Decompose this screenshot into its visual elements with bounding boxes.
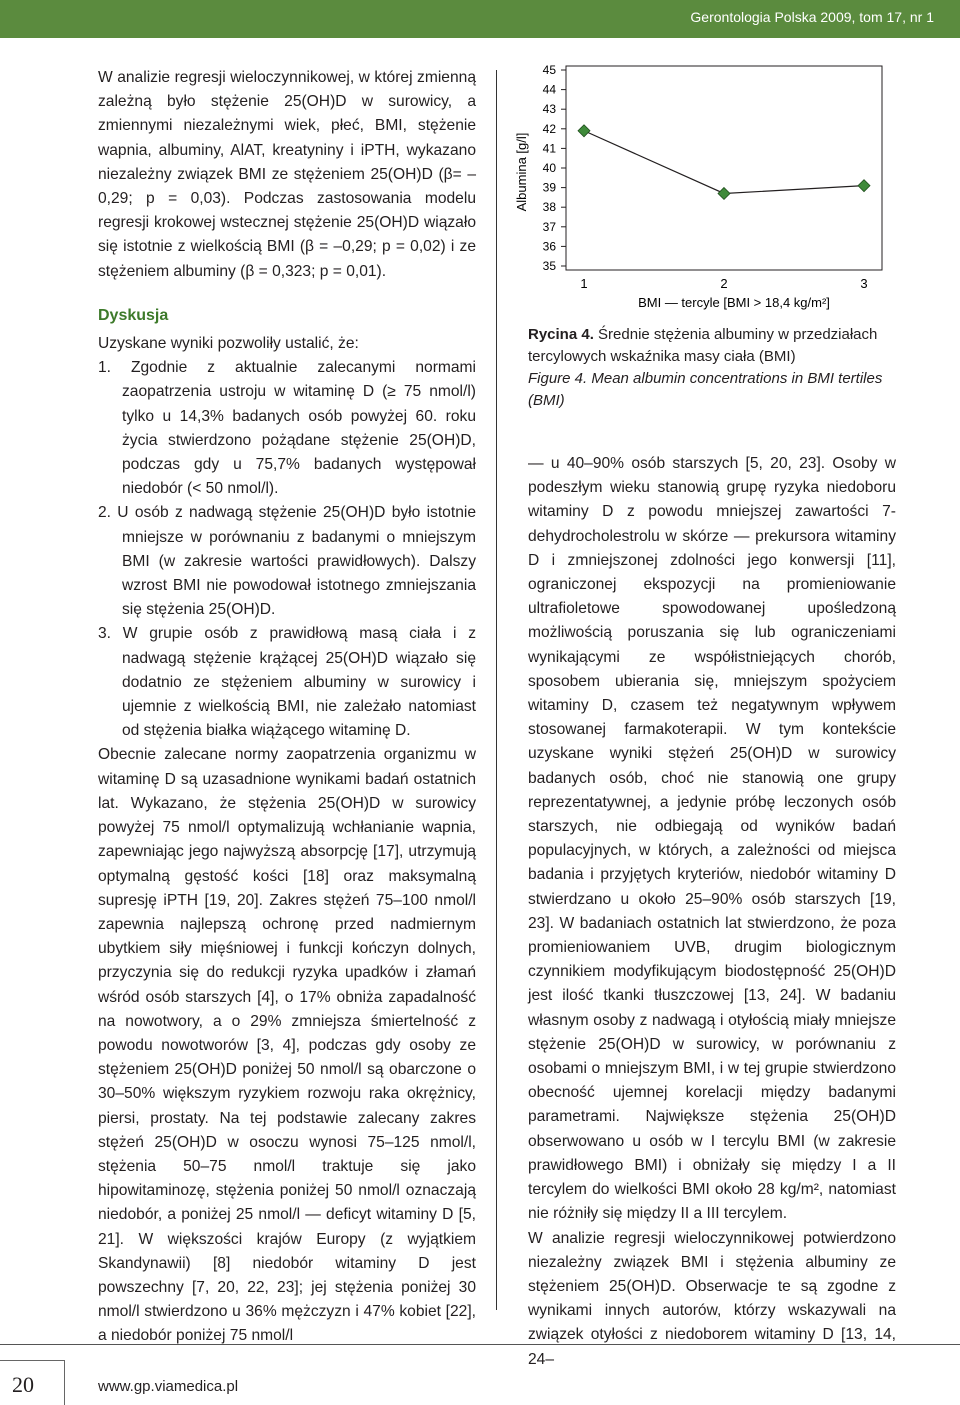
data-point-tercile-3 xyxy=(858,180,870,192)
left-column xyxy=(98,66,476,1349)
caption-label-en: Figure 4. xyxy=(528,370,588,387)
y-tick-label: 43 xyxy=(542,102,556,117)
conclusion-item: 1. Zgodnie z aktualnie zalecanymi normami zaopatrzenia ustroju w witaminę D (≥ 75 nmol/l) tylko u 14,3% badanych osób powyżej 60. roku życia stwierdzono pożądane stężenie 25(OH)D, podczas gdy u 75,7% badanych występował niedobór (< 50 nmol/l). xyxy=(98,359,476,498)
caption-text-pl: Średnie stężenia albuminy w przedziałach tercylowych wskaźnika masy ciała (BMI) xyxy=(528,326,878,365)
journal-title: Gerontologia Polska 2009, tom 17, nr 1 xyxy=(690,9,934,25)
caption-text-en: Mean albumin concentrations in BMI tertiles (BMI) xyxy=(528,370,883,409)
column-divider xyxy=(496,70,497,1310)
results-paragraph: W analizie regresji wieloczynnikowej, w której zmienną zależną było stężenie 25(OH)D w surowicy, a zmiennymi niezależnymi wiek, płeć, BMI, stężenie wapnia, albuminy, AlAT, kreatyniny i iPTH, wykazano niezależny związek BMI ze stężeniem 25(OH)D (β= –0,29; p = 0,03). Podczas zastosowania modelu regresji krokowej wstecznej stężenie 25(OH)D wiązało się istotnie z wielkością BMI (β = –0,29; p = 0,02) i ze stężeniem albuminy (β = 0,323; p = 0,01). xyxy=(98,69,476,280)
conclusion-item: 3. W grupie osób z prawidłową masą ciała i z nadwagą stężenie krążącej 25(OH)D wiązało się dodatnio ze stężeniem albuminy w surowicy i ujemnie z wielkością BMI, nie zależało natomiast od stężenia białka wiążącego witaminę D. xyxy=(98,625,476,740)
conclusion-item: 2. U osób z nadwagą stężenie 25(OH)D było istotnie mniejsze w porównaniu z badanymi o mniejszym BMI (w zakresie wartości prawidłowych). Dalszy wzrost BMI nie powodował istotnego zmniejszania się stężenia 25(OH)D. xyxy=(98,504,476,619)
discussion-paragraph: Obecnie zalecane normy zaopatrzenia organizmu w witaminę D są uzasadnione wynikami badań ostatnich lat. Wykazano, że stężenia 25(OH)D w surowicy powyżej 75 nmol/l optymalizują wchłanianie wapnia, zapewniając jego najwyższą absorpcję [17], utrzymują optymalną gęstość kości [18] oraz maksymalną supresję iPTH [19, 20]. Zakres stężeń 75–100 nmol/l zapewnia najlepszą ochronę przed nadmiernym ubytkiem siły mięśniowej i funkcji kończyn dolnych, przyczynia się do redukcji ryzyka upadków i złamań wśród osób starszych [4], o 17% obniża zapadalność na nowotwory, a o 29% zmniejsza śmiertelność z powodu nowotworów [3, 4], podczas gdy osoby ze stężeniem 25(OH)D poniżej 50 nmol/l są obarczone o 30–50% większym ryzykiem rozwoju raka okrężnicy, piersi, prostaty. Na tej podstawie zalecany zakres stężeń 25(OH)D w osoczu wynosi 75–125 nmol/l, stężenia 50–75 nmol/l traktuje się jako hipowitaminozę, stężenia poniżej 50 nmol/l oznaczają niedobór, a poniżej 25 nmol/l — deficyt witaminy D [5, 21]. W większości krajów Europy (z wyjątkiem Skandynawii) [8] niedobór witaminy D jest powszechny [7, 20, 22, 23]; jej stężenia poniżej 30 nmol/l stwierdzono u 36% mężczyzn i 47% kobiet [22], a niedobór poniżej 75 nmol/l xyxy=(98,746,476,1345)
lead-sentence: Uzyskane wyniki pozwoliły ustalić, że: xyxy=(98,335,359,353)
y-tick-label: 39 xyxy=(542,180,556,195)
discussion-paragraph: W analizie regresji wieloczynnikowej potwierdzono niezależny związek BMI i stężenia albuminy ze stężeniem 25(OH)D. Obserwacje te są zgodne z wynikami innych autorów, którzy wskazywali na związek otyłości z niedoborem witaminy D [13, 14, 24– xyxy=(528,1229,896,1368)
right-column xyxy=(528,452,896,1372)
journal-header-bar xyxy=(0,0,960,38)
y-tick-label: 45 xyxy=(542,63,556,77)
chart-svg xyxy=(510,60,910,320)
discussion-paragraph: — u 40–90% osób starszych [5, 20, 23]. Osoby w podeszłym wieku stanowią grupę ryzyka niedoboru witaminy D z powodu mniejszej zawartości 7-dehydrocholestrolu w skórze — prekursora witaminy D i zmniejszonej zdolności jego konwersji [11], ograniczonej ekspozycji na promieniowanie ultrafioletowe spowodowanej upośledzoną możliwością poruszania się lub ograniczeniami wynikającymi ze współistniejących chorób, sposobem ubierania się, mniejszym spożyciem witaminy D, czasem też negatywnym wpływem stosowanej farmakoterapii. W tym kontekście uzyskane wyniki stężeń 25(OH)D w surowicy badanych osób, choć nie stanowią one grupy reprezentatywnej, a jedynie próbę leczonych osób starszych, nie odbiegają od wyników badań populacyjnych, w których, a zależności od miejsca badania i przyjętych kryteriów, niedobór witaminy D stwierdzano u około 25–90% osób starszych [19, 23]. W badaniach ostatnich lat stwierdzono, że poza promieniowaniem UVB, drugim biologicznym czynnikiem modyfikującym biodostępność 25(OH)D jest ilość tkanki tłuszczowej [13, 24]. W badaniu własnym osoby z nadwagą i otyłością miały mniejsze stężenie 25(OH)D w surowicy, w porównaniu z osobami o mniejszym BMI, i w tej grupie stwierdzono obecność ujemnej korelacji między badanymi parametrami. Największe stężenia 25(OH)D obserwowano u osób w I tercylu BMI (w zakresie prawidłowego BMI) i obniżały się między I a II tercylem do wielkości BMI około 28 kg/m², natomiast nie różniły się między II a III tercylem. xyxy=(528,455,896,1223)
y-tick-label: 41 xyxy=(542,141,556,156)
data-point-tercile-1 xyxy=(578,125,590,137)
journal-url[interactable]: www.gp.viamedica.pl xyxy=(98,1378,239,1395)
page-number: 20 xyxy=(12,1372,34,1397)
x-axis-label: BMI — tercyle [BMI > 18,4 kg/m²] xyxy=(638,295,830,310)
y-axis-label: Albumina [g/l] xyxy=(514,132,529,212)
plot-frame xyxy=(566,66,882,270)
x-tick-label: 3 xyxy=(860,276,868,291)
caption-label: Rycina 4. xyxy=(528,326,594,343)
y-tick-label: 37 xyxy=(542,219,556,234)
x-tick-label: 1 xyxy=(580,276,588,291)
y-tick-label: 38 xyxy=(542,200,556,215)
footer-rule xyxy=(0,1344,960,1345)
series-line xyxy=(584,131,864,194)
albumin-chart xyxy=(510,60,910,320)
section-heading: Dyskusja xyxy=(98,306,169,324)
y-tick-label: 42 xyxy=(542,121,556,136)
y-tick-label: 35 xyxy=(542,259,556,273)
y-tick-label: 40 xyxy=(542,161,556,175)
data-point-tercile-2 xyxy=(718,187,730,199)
y-tick-label: 36 xyxy=(542,239,556,254)
x-tick-label: 2 xyxy=(720,276,728,291)
figure-caption xyxy=(528,324,898,412)
y-tick-label: 44 xyxy=(542,82,556,97)
